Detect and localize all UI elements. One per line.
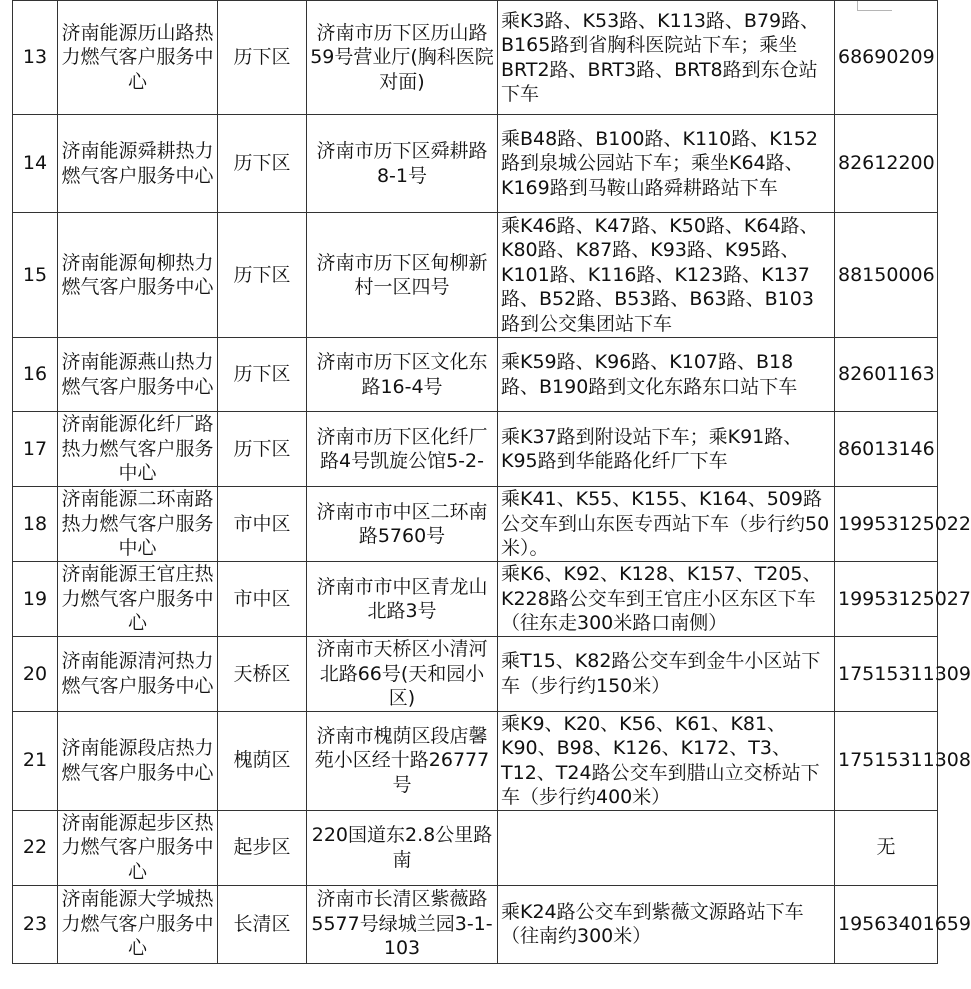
address: 济南市历下区化纤厂路4号凯旋公馆5-2- <box>307 412 498 487</box>
center-name: 济南能源二环南路热力燃气客户服务中心 <box>58 487 218 562</box>
row-number: 14 <box>13 115 58 213</box>
row-number: 21 <box>13 711 58 810</box>
table-row <box>13 338 938 412</box>
bus-route: 乘T15、K82路公交车到金牛小区站下车（步行约150米） <box>498 637 835 712</box>
table-row <box>13 637 938 712</box>
center-name: 济南能源燕山热力燃气客户服务中心 <box>58 338 218 412</box>
bus-route: 乘B48路、B100路、K110路、K152路到泉城公园站下车；乘坐K64路、K169路到马鞍山路舜耕路站下车 <box>498 115 835 213</box>
row-number: 22 <box>13 810 58 885</box>
center-name: 济南能源清河热力燃气客户服务中心 <box>58 637 218 712</box>
row-number: 19 <box>13 562 58 637</box>
phone-number: 17515311309 <box>835 637 938 712</box>
center-name: 济南能源起步区热力燃气客户服务中心 <box>58 810 218 885</box>
address: 济南市槐荫区段店馨苑小区经十路26777号 <box>307 711 498 810</box>
table-row <box>13 562 938 637</box>
address: 220国道东2.8公里路南 <box>307 810 498 885</box>
center-name: 济南能源化纤厂路热力燃气客户服务中心 <box>58 412 218 487</box>
phone-number: 19953125027 <box>835 562 938 637</box>
district: 历下区 <box>218 338 307 412</box>
phone-number: 19563401659 <box>835 885 938 963</box>
phone-number: 68690209 <box>835 1 938 115</box>
bus-route: 乘K6、K92、K128、K157、T205、K228路公交车到王官庄小区东区下车（往东走300米路口南侧） <box>498 562 835 637</box>
table-row <box>13 711 938 810</box>
district: 槐荫区 <box>218 711 307 810</box>
row-number: 17 <box>13 412 58 487</box>
district: 长清区 <box>218 885 307 963</box>
row-number: 23 <box>13 885 58 963</box>
row-number: 20 <box>13 637 58 712</box>
phone-number: 86013146 <box>835 412 938 487</box>
center-name: 济南能源王官庄热力燃气客户服务中心 <box>58 562 218 637</box>
district: 历下区 <box>218 412 307 487</box>
bus-route: 乘K37路到附设站下车；乘K91路、K95路到华能路化纤厂下车 <box>498 412 835 487</box>
bus-route: 乘K46路、K47路、K50路、K64路、K80路、K87路、K93路、K95路、K101路、K116路、K123路、K137路、B52路、B53路、B63路、B103路到公交集团站下车 <box>498 213 835 338</box>
address: 济南市市中区青龙山北路3号 <box>307 562 498 637</box>
phone-number: 82601163 <box>835 338 938 412</box>
table-row <box>13 213 938 338</box>
address: 济南市历下区甸柳新村一区四号 <box>307 213 498 338</box>
center-name: 济南能源舜耕热力燃气客户服务中心 <box>58 115 218 213</box>
table-row <box>13 810 938 885</box>
table-row <box>13 412 938 487</box>
row-number: 16 <box>13 338 58 412</box>
address: 济南市历下区舜耕路8-1号 <box>307 115 498 213</box>
bus-route: 乘K24路公交车到紫薇文源路站下车（往南约300米） <box>498 885 835 963</box>
district: 历下区 <box>218 115 307 213</box>
phone-number: 无 <box>835 810 938 885</box>
center-name: 济南能源甸柳热力燃气客户服务中心 <box>58 213 218 338</box>
address: 济南市长清区紫薇路5577号绿城兰园3-1-103 <box>307 885 498 963</box>
phone-number: 19953125022 <box>835 487 938 562</box>
address: 济南市历下区文化东路16-4号 <box>307 338 498 412</box>
phone-number: 17515311308 <box>835 711 938 810</box>
district: 市中区 <box>218 562 307 637</box>
table-row <box>13 885 938 963</box>
phone-number: 88150006 <box>835 213 938 338</box>
table-row <box>13 487 938 562</box>
district: 天桥区 <box>218 637 307 712</box>
address: 济南市市中区二环南路5760号 <box>307 487 498 562</box>
table-row <box>13 115 938 213</box>
bus-route: 乘K9、K20、K56、K61、K81、K90、B98、K126、K172、T3、T12、T24路公交车到腊山立交桥站下车（步行约400米） <box>498 711 835 810</box>
row-number: 13 <box>13 1 58 115</box>
table-row <box>13 1 938 115</box>
center-name: 济南能源段店热力燃气客户服务中心 <box>58 711 218 810</box>
district: 历下区 <box>218 213 307 338</box>
address: 济南市天桥区小清河北路66号(天和园小区) <box>307 637 498 712</box>
address: 济南市历下区历山路59号营业厅(胸科医院对面) <box>307 1 498 115</box>
row-number: 15 <box>13 213 58 338</box>
row-number: 18 <box>13 487 58 562</box>
bus-route <box>498 810 835 885</box>
district: 市中区 <box>218 487 307 562</box>
district: 起步区 <box>218 810 307 885</box>
service-center-table <box>12 0 971 964</box>
bus-route: 乘K59路、K96路、K107路、B18路、B190路到文化东路东口站下车 <box>498 338 835 412</box>
center-name: 济南能源大学城热力燃气客户服务中心 <box>58 885 218 963</box>
center-name: 济南能源历山路热力燃气客户服务中心 <box>58 1 218 115</box>
bus-route: 乘K3路、K53路、K113路、B79路、B165路到省胸科医院站下车；乘坐BRT2路、BRT3路、BRT8路到东仓站下车 <box>498 1 835 115</box>
district: 历下区 <box>218 1 307 115</box>
phone-number: 82612200 <box>835 115 938 213</box>
bus-route: 乘K41、K55、K155、K164、509路公交车到山东医专西站下车（步行约50米）。 <box>498 487 835 562</box>
